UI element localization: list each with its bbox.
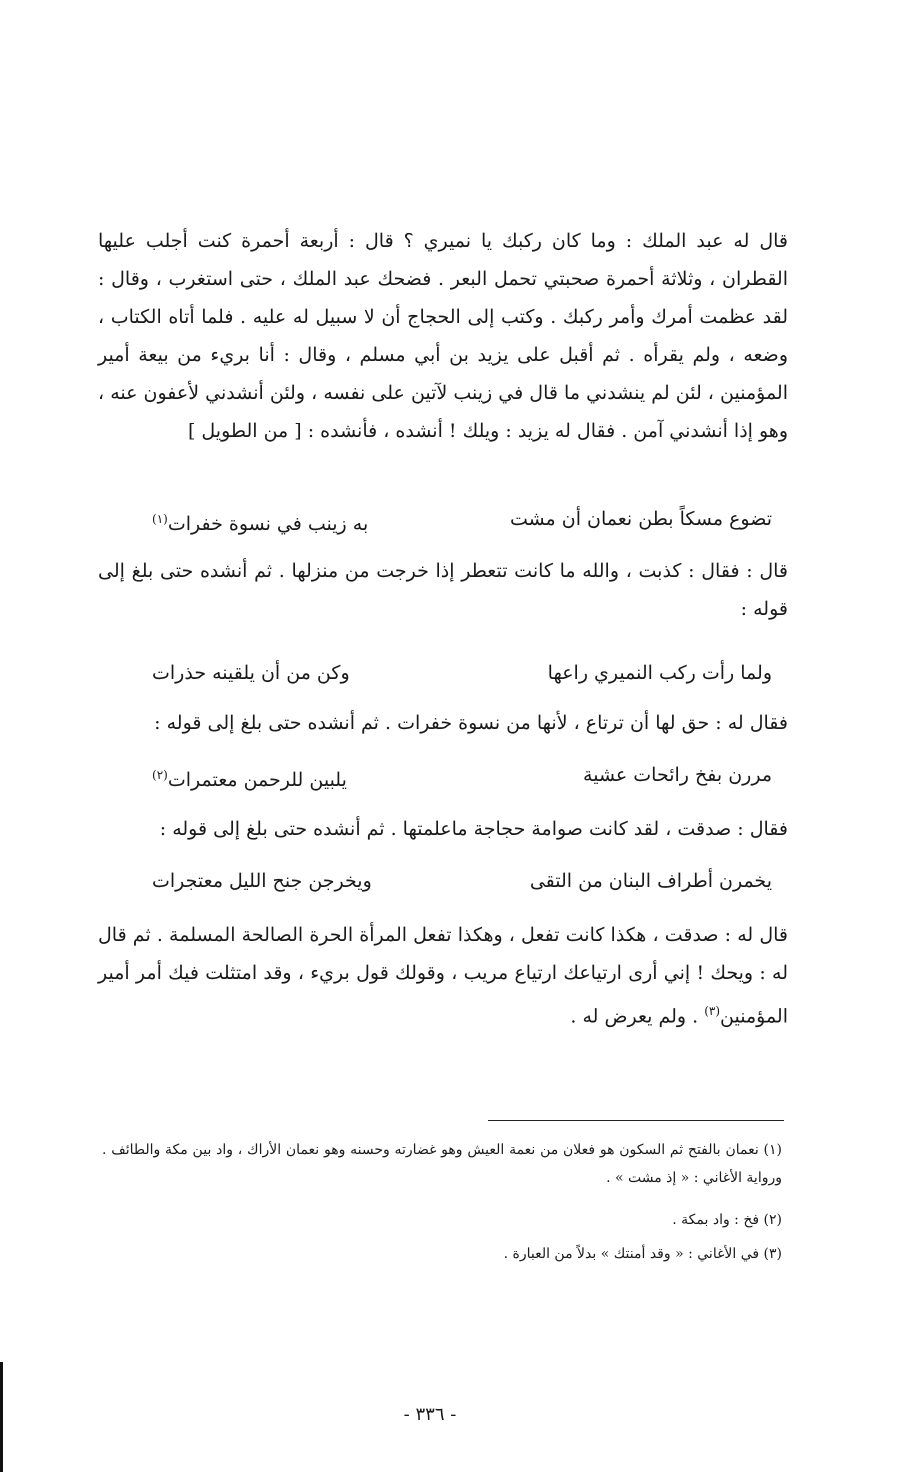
footnote-3: (٣) في الأغاني : « وقد أمنتك » بدلاً من العبارة . [503, 1246, 782, 1262]
paragraph-2: قال : فقال : كذبت ، والله ما كانت تتعطر إذا خرجت من منزلها . ثم أنشده حتى بلغ إلى قوله : [98, 560, 788, 620]
paragraph-3: فقال له : حق لها أن ترتاع ، لأنها من نسوة خفرات . ثم أنشده حتى بلغ إلى قوله : [154, 712, 788, 734]
verse-4-second-hemistich: ويخرجن جنح الليل معتجرات [152, 870, 372, 892]
footnote-1: (١) نعمان بالفتح ثم السكون هو فعلان من نعمة العيش وهو غضارته وحسنه وهو نعمان الأراك ، واد بين مكة والطائف . ورواية الأغاني : « إذ مشت » . [102, 1142, 782, 1186]
verse-2-second-hemistich: وكن من أن يلقينه حذرات [152, 662, 350, 684]
footnote-marker-1: (١) [152, 512, 168, 526]
verse-4-first-hemistich: يخمرن أطراف البنان من التقى [529, 870, 772, 892]
verse-4 [152, 862, 772, 900]
footnote-separator [488, 1120, 784, 1121]
verse-2-first-hemistich: ولما رأت ركب النميري راعها [547, 662, 772, 684]
verse-2 [152, 654, 772, 692]
page-number: - ٣٣٦ - [403, 1404, 457, 1425]
verse-1 [152, 500, 772, 543]
verse-1-first-hemistich: تضوع مسكاً بطن نعمان أن مشت [509, 508, 772, 530]
footnote-marker-2: (٢) [152, 768, 168, 782]
verse-3-second-hemistich: يلبين للرحمن معتمرات$^{(٢)}$ [152, 768, 347, 792]
paragraph-4: فقال : صدقت ، لقد كانت صوامة حجاجة ماعلمتها . ثم أنشده حتى بلغ إلى قوله : [159, 818, 788, 840]
footnote-marker-3: (٣) [704, 1004, 721, 1018]
scan-edge-mark [0, 1362, 3, 1472]
verse-3 [152, 756, 772, 799]
footnote-2: (٢) فخ : واد بمكة . [672, 1212, 782, 1228]
verse-3-first-hemistich: مررن بفخ رائحات عشية [583, 764, 772, 786]
paragraph-5: قال له : صدقت ، هكذا كانت تفعل ، وهكذا تفعل المرأة الحرة الصالحة المسلمة . ثم قال له : ويحك ! إني أرى ارتياعك ارتياع مريب ، وقولك قول بريء ، وقد امتثلت فيك أمر أمير المؤمنين$^{(٣)}$ . ولم يعرض له . [98, 924, 789, 1028]
verse-1-second-hemistich: به زينب في نسوة خفرات$^{(١)}$ [152, 512, 369, 536]
paragraph-1: قال له عبد الملك : وما كان ركبك يا نميري ؟ قال : أربعة أحمرة كنت أجلب عليها القطران ، وثلاثة أحمرة صحبتي تحمل البعر . فضحك عبد الملك ، حتى استغرب ، وقال : لقد عظمت أمرك وأمر ركبك . وكتب إلى الحجاج أن لا سبيل له عليه . فلما أتاه الكتاب ، وضعه ، ولم يقرأه . ثم أقبل على يزيد بن أبي مسلم ، وقال : أنا بريء من بيعة أمير المؤمنين ، لئن لم ينشدني ما قال في زينب لآتين على نفسه ، ولئن أنشدني لأعفون عنه ، وهو إذا أنشدني آمن . فقال له يزيد : ويلك ! أنشده ، فأنشده : [ من الطويل ] [98, 230, 788, 442]
